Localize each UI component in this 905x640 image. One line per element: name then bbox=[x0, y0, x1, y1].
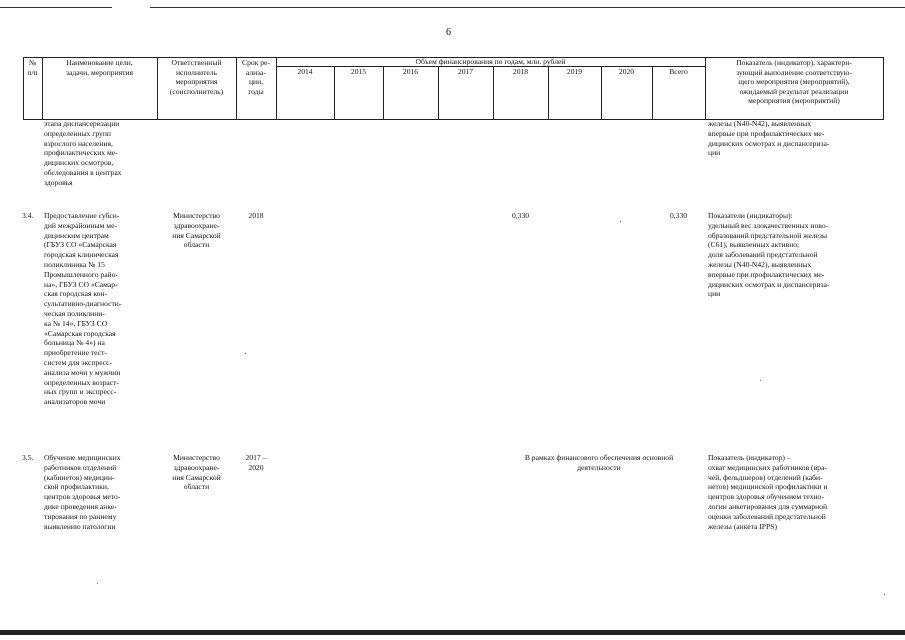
header-indicator-line: Показатель (индикатор), характери- bbox=[736, 58, 852, 67]
text-line: поликлиника № 15 bbox=[44, 259, 105, 269]
header-funding-title: Объем финансирования по годам, млн. рублей bbox=[415, 57, 566, 66]
text-line: (ГБУЗ СО «Самарская bbox=[44, 240, 117, 250]
text-line: ния Самарской bbox=[172, 472, 221, 482]
text-line: нетов) медицинской профилактики и bbox=[708, 482, 828, 492]
text-line: ции bbox=[708, 148, 721, 158]
text-line: на», ГБУЗ СО «Самар- bbox=[44, 279, 118, 289]
header-name-line: Наименование цели, bbox=[66, 58, 133, 67]
row-indicator bbox=[708, 211, 882, 299]
scan-speck bbox=[620, 221, 621, 222]
text-line: «Самарская городская bbox=[44, 328, 116, 338]
text-line: здоровья bbox=[44, 177, 73, 187]
header-year-2016: 2016 bbox=[402, 67, 419, 76]
text-line: железы (N40-N42), выявленных bbox=[708, 119, 812, 128]
text-line: центров здоровья обучением техно- bbox=[708, 492, 824, 502]
scan-speck bbox=[760, 380, 761, 381]
text-line: приобретение тест- bbox=[44, 348, 107, 358]
header-indicator bbox=[705, 58, 883, 106]
scan-top-line bbox=[0, 7, 112, 8]
header-year-2018: 2018 bbox=[512, 67, 529, 76]
scan-speck bbox=[97, 583, 98, 584]
header-indicator-line: щего мероприятия (мероприятий), bbox=[738, 77, 850, 87]
header-name bbox=[42, 58, 157, 77]
text-line: деятельности bbox=[577, 462, 621, 472]
scan-top-line bbox=[150, 7, 905, 8]
page-number: 6 bbox=[446, 27, 451, 38]
text-line: профилактических ме- bbox=[44, 148, 118, 158]
text-line: этапа диспансеризации bbox=[44, 119, 120, 128]
text-line: Показатели (индикаторы): bbox=[708, 211, 793, 220]
text-line: В рамках финансового обеспечения основной bbox=[524, 453, 674, 462]
text-line: (С61), выявленных активно; bbox=[708, 240, 800, 250]
text-line: удельный вес злокачественных ново- bbox=[708, 220, 829, 230]
text-line: (кабинетов) медицин- bbox=[44, 472, 115, 482]
row-responsible bbox=[157, 211, 236, 250]
header-total: Всего bbox=[669, 67, 688, 76]
header-term-line: Срок ре- bbox=[242, 58, 270, 67]
header-responsible-line: (соисполнитель) bbox=[169, 86, 224, 96]
header-indicator-line: ожидаемый результат реализации bbox=[739, 86, 849, 96]
text-line: определенных групп bbox=[44, 128, 111, 138]
text-line: дике проведения анке- bbox=[44, 501, 117, 511]
text-line: дий межрайонным ме- bbox=[44, 220, 117, 230]
text-line: дицинских осмотров, bbox=[44, 158, 114, 168]
text-line: ных групп и экспресс- bbox=[44, 387, 117, 397]
header-year-2015: 2015 bbox=[350, 67, 367, 76]
text-line: городская клиническая bbox=[44, 250, 119, 260]
text-line: определенных возраст- bbox=[44, 377, 119, 387]
col-border bbox=[883, 57, 884, 120]
text-line: железы (анкета IPPS) bbox=[708, 521, 778, 531]
text-line: ка № 14», ГБУЗ СО bbox=[44, 318, 108, 328]
header-year-2017: 2017 bbox=[457, 67, 474, 76]
header-year-2020: 2020 bbox=[618, 67, 635, 76]
text-line: логии анкетирования для суммарной bbox=[708, 501, 828, 511]
row-name bbox=[44, 211, 154, 407]
row-funding-note bbox=[493, 453, 705, 473]
text-line: ская городская кон- bbox=[44, 289, 108, 299]
header-term-line: ализа- bbox=[245, 67, 267, 77]
row-number: 3.5. bbox=[22, 453, 34, 462]
text-line: Министерство bbox=[173, 453, 220, 462]
text-line: чей, фельдшеров) отделений (каби- bbox=[708, 472, 823, 482]
text-line: доля заболеваний предстательной bbox=[708, 250, 818, 260]
header-responsible-line: Ответственный bbox=[171, 58, 222, 67]
text-line: оценки заболеваний предстательной bbox=[708, 511, 826, 521]
text-line: систем для экспресс- bbox=[44, 357, 113, 367]
text-line: тирования по раннему bbox=[44, 511, 117, 521]
header-responsible bbox=[157, 58, 236, 96]
text-line: впервые при профилактических ме- bbox=[708, 128, 825, 138]
text-line: выявлению патологии bbox=[44, 521, 116, 531]
text-line: ции bbox=[708, 289, 721, 299]
text-line: 2018 bbox=[248, 211, 264, 220]
continuation-name bbox=[44, 119, 154, 188]
header-num-line: № bbox=[28, 58, 37, 67]
text-line: дицинских осмотрах и диспансериза- bbox=[708, 279, 830, 289]
text-line: железы (N40-N42), выявленных bbox=[708, 259, 812, 269]
text-line: Промышленного райо- bbox=[44, 269, 118, 279]
row-term bbox=[236, 211, 276, 221]
header-responsible-line: мероприятия bbox=[175, 77, 218, 87]
text-line: охват медицинских работников (вра- bbox=[708, 462, 827, 472]
text-line: ния Самарской bbox=[172, 230, 221, 240]
text-line: анализа мочи у мужчин bbox=[44, 367, 121, 377]
header-term bbox=[236, 58, 276, 96]
text-line: области bbox=[183, 240, 210, 250]
header-num-line: п/п bbox=[27, 67, 38, 77]
text-line: обследования в центрах bbox=[44, 167, 122, 177]
scan-speck bbox=[245, 353, 246, 354]
text-line: работников отделений bbox=[44, 462, 117, 472]
text-line: дицинским центрам bbox=[44, 230, 109, 240]
header-name-line: задачи, мероприятия bbox=[65, 67, 134, 77]
text-line: ской профилактики, bbox=[44, 482, 109, 492]
text-line: Министерство bbox=[173, 211, 220, 220]
row-term bbox=[236, 453, 276, 473]
text-line: впервые при профилактических ме- bbox=[708, 269, 825, 279]
header-term-line: ции, bbox=[248, 77, 264, 87]
text-line: здравоохране- bbox=[173, 220, 220, 230]
continuation-indicator bbox=[708, 119, 882, 158]
row-value-total: 0,330 bbox=[669, 211, 688, 220]
header-term-line: годы bbox=[248, 86, 264, 96]
text-line: взрослого населения, bbox=[44, 138, 113, 148]
header-indicator-line: зующий выполнение соответствую- bbox=[736, 67, 852, 77]
text-line: центров здоровья мето- bbox=[44, 492, 121, 502]
text-line: ческая поликлини- bbox=[44, 308, 105, 318]
text-line: дицинских осмотрах и диспансериза- bbox=[708, 138, 830, 148]
row-responsible bbox=[157, 453, 236, 492]
text-line: сультативно-диагности- bbox=[44, 299, 122, 309]
header-year-2019: 2019 bbox=[566, 67, 583, 76]
header-year-2014: 2014 bbox=[297, 67, 313, 76]
text-line: анализаторов мочи bbox=[44, 397, 106, 407]
row-number: 3.4. bbox=[22, 211, 34, 220]
scan-bottom-bar bbox=[0, 630, 905, 635]
text-line: больница № 4») на bbox=[44, 338, 105, 348]
row-indicator bbox=[708, 453, 882, 531]
text-line: 2017 – bbox=[245, 453, 267, 462]
text-line: здравоохране- bbox=[173, 462, 220, 472]
row-name bbox=[44, 453, 154, 531]
header-indicator-line: мероприятия (мероприятий) bbox=[748, 96, 840, 106]
header-num bbox=[23, 58, 42, 77]
text-line: образований предстательной железы bbox=[708, 230, 828, 240]
text-line: области bbox=[183, 482, 210, 492]
text-line: Показатель (индикатор) – bbox=[708, 453, 791, 462]
row-value-2018: 0,330 bbox=[511, 211, 530, 220]
scan-speck bbox=[884, 594, 885, 595]
text-line: Предоставление субси- bbox=[44, 211, 120, 220]
text-line: 2020 bbox=[248, 462, 264, 472]
text-line: Обучение медицинских bbox=[44, 453, 121, 462]
header-responsible-line: исполнитель bbox=[175, 67, 218, 77]
